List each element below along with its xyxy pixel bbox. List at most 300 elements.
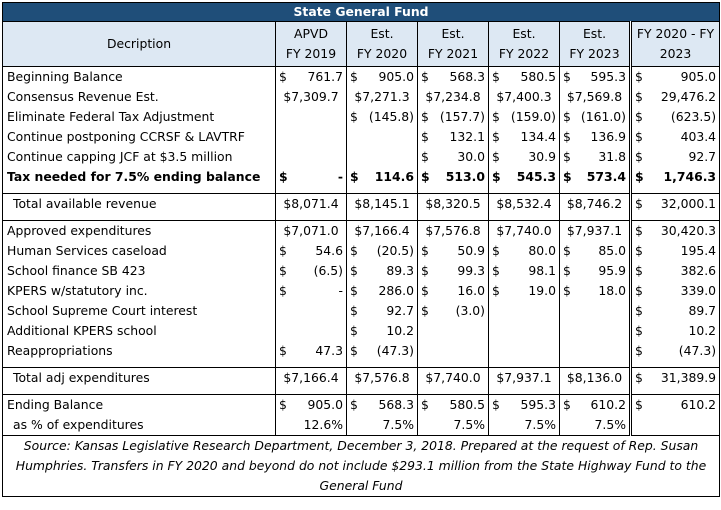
row-label: Approved expenditures: [3, 221, 276, 242]
currency-symbol: $: [635, 343, 643, 358]
table-cell: [489, 107, 560, 127]
table-row: [3, 241, 720, 261]
table-cell: [489, 221, 560, 242]
column-header-line2: FY 2023: [569, 46, 620, 61]
currency-symbol: $: [635, 397, 643, 412]
table-row: [3, 368, 720, 389]
table-row: [3, 147, 720, 167]
table-row: [3, 395, 720, 416]
table-row: [3, 321, 720, 341]
table-cell: [631, 341, 720, 361]
table-cell: [276, 127, 347, 147]
cell-value: 545.3: [516, 169, 556, 184]
table-row: [3, 281, 720, 301]
column-header-line1: FY 2020 - FY: [636, 26, 715, 41]
currency-symbol: $: [635, 263, 643, 278]
currency-symbol: $: [279, 169, 288, 184]
table-cell: [347, 395, 418, 416]
table-cell: [489, 87, 560, 107]
currency-symbol: $: [279, 343, 287, 358]
row-label: Tax needed for 7.5% ending balance: [3, 167, 276, 187]
cell-value: 573.4: [586, 169, 626, 184]
table-cell: [631, 321, 720, 341]
column-header-2: [347, 22, 418, 67]
table-cell: [418, 127, 489, 147]
table-cell: [418, 194, 489, 215]
cell-value: (6.5): [313, 263, 343, 278]
table-cell: [276, 107, 347, 127]
table-row: [3, 341, 720, 361]
cell-value: 89.7: [688, 303, 717, 318]
cell-value: $8,320.5: [425, 196, 481, 211]
cell-value: 132.1: [449, 129, 485, 144]
cell-value: $8,746.2: [566, 196, 623, 211]
table-cell: [347, 281, 418, 301]
cell-value: 16.0: [457, 283, 485, 298]
cell-value: $8,145.1: [354, 196, 410, 211]
cell-value: 7.5%: [524, 417, 556, 432]
currency-symbol: $: [563, 129, 571, 144]
table-cell: [276, 321, 347, 341]
cell-value: 580.5: [449, 397, 485, 412]
table-cell: [489, 67, 560, 88]
currency-symbol: $: [563, 283, 571, 298]
currency-symbol: $: [350, 283, 358, 298]
table-cell: [489, 194, 560, 215]
table-cell: [560, 194, 631, 215]
table-cell: [631, 147, 720, 167]
currency-symbol: $: [421, 243, 429, 258]
currency-symbol: $: [563, 69, 571, 84]
currency-symbol: $: [492, 129, 500, 144]
state-general-fund-table-wrapper: [2, 2, 719, 497]
table-cell: [489, 395, 560, 416]
row-label: Human Services caseload: [3, 241, 276, 261]
table-cell: [347, 368, 418, 389]
currency-symbol: $: [421, 303, 429, 318]
cell-value: $7,740.0: [425, 370, 481, 385]
cell-value: (145.8): [368, 109, 414, 124]
cell-value: (623.5): [670, 109, 717, 124]
currency-symbol: $: [350, 263, 358, 278]
table-cell: [631, 67, 720, 88]
currency-symbol: $: [492, 263, 500, 278]
table-cell: [276, 261, 347, 281]
table-cell: [560, 241, 631, 261]
table-row: [3, 301, 720, 321]
currency-symbol: $: [492, 397, 500, 412]
cell-value: 382.6: [680, 263, 717, 278]
table-cell: [276, 147, 347, 167]
currency-symbol: $: [635, 303, 643, 318]
currency-symbol: $: [279, 397, 287, 412]
currency-symbol: $: [635, 323, 643, 338]
cell-value: $8,071.4: [283, 196, 339, 211]
cell-value: 136.9: [590, 129, 626, 144]
currency-symbol: $: [635, 196, 643, 211]
currency-symbol: $: [350, 343, 358, 358]
cell-value: 580.5: [520, 69, 556, 84]
cell-value: 114.6: [374, 169, 414, 184]
table-cell: [276, 194, 347, 215]
cell-value: $7,271.3: [354, 89, 410, 104]
table-cell: [560, 67, 631, 88]
currency-symbol: $: [421, 283, 429, 298]
table-cell: [631, 301, 720, 321]
cell-value: 7.5%: [382, 417, 414, 432]
column-header-line1: Est.: [441, 26, 465, 41]
cell-value: 610.2: [680, 397, 717, 412]
cell-value: 905.0: [307, 397, 343, 412]
currency-symbol: $: [635, 283, 643, 298]
table-cell: [560, 127, 631, 147]
table-row: [3, 67, 720, 88]
currency-symbol: $: [635, 243, 643, 258]
currency-symbol: $: [279, 69, 287, 84]
cell-value: (159.0): [510, 109, 556, 124]
currency-symbol: $: [492, 283, 500, 298]
cell-value: $7,309.7: [283, 89, 339, 104]
cell-value: 195.4: [680, 243, 717, 258]
cell-value: 1,746.3: [663, 169, 717, 184]
cell-value: $7,071.0: [283, 223, 339, 238]
cell-value: $8,532.4: [496, 196, 552, 211]
table-cell: [418, 368, 489, 389]
currency-symbol: $: [563, 149, 571, 164]
cell-value: $7,569.8: [566, 89, 623, 104]
cell-value: $7,166.4: [283, 370, 339, 385]
column-header-1: [276, 22, 347, 67]
table-cell: [276, 368, 347, 389]
row-label: School Supreme Court interest: [3, 301, 276, 321]
cell-value: 134.4: [520, 129, 556, 144]
currency-symbol: $: [563, 109, 571, 124]
currency-symbol: $: [350, 109, 358, 124]
table-cell: [631, 368, 720, 389]
cell-value: 85.0: [598, 243, 626, 258]
table-cell: [489, 167, 560, 187]
table-cell: [489, 301, 560, 321]
cell-value: 12.6%: [303, 417, 343, 432]
table-cell: [489, 281, 560, 301]
currency-symbol: $: [350, 243, 358, 258]
cell-value: -: [338, 283, 343, 298]
row-label: Continue postponing CCRSF & LAVTRF: [3, 127, 276, 147]
currency-symbol: $: [563, 243, 571, 258]
currency-symbol: $: [635, 109, 643, 124]
cell-value: 47.3: [315, 343, 343, 358]
table-cell: [276, 241, 347, 261]
table-cell: [347, 167, 418, 187]
table-cell: [347, 194, 418, 215]
table-cell: [418, 147, 489, 167]
table-cell: [347, 87, 418, 107]
row-label: Beginning Balance: [3, 67, 276, 88]
cell-value: 30.9: [528, 149, 556, 164]
cell-value: $7,937.1: [566, 223, 623, 238]
table-cell: [347, 67, 418, 88]
table-cell: [418, 87, 489, 107]
table-cell: [631, 415, 720, 436]
cell-value: 568.3: [449, 69, 485, 84]
cell-value: -: [337, 169, 343, 184]
table-cell: [418, 301, 489, 321]
table-row: [3, 127, 720, 147]
cell-value: 403.4: [680, 129, 717, 144]
row-label: as % of expenditures: [3, 415, 276, 436]
column-header-line2: FY 2020: [356, 46, 408, 61]
table-cell: [418, 241, 489, 261]
table-cell: [489, 415, 560, 436]
table-cell: [560, 368, 631, 389]
table-cell: [631, 167, 720, 187]
table-cell: [418, 395, 489, 416]
table-cell: [631, 281, 720, 301]
cell-value: 19.0: [528, 283, 556, 298]
table-cell: [276, 221, 347, 242]
table-cell: [631, 107, 720, 127]
table-cell: [418, 221, 489, 242]
table-row: [3, 261, 720, 281]
table-cell: [347, 261, 418, 281]
table-row: [3, 87, 720, 107]
table-cell: [631, 194, 720, 215]
table-cell: [489, 241, 560, 261]
cell-value: 50.9: [457, 243, 485, 258]
cell-value: 31,389.9: [660, 370, 717, 385]
currency-symbol: $: [635, 89, 643, 104]
currency-symbol: $: [492, 149, 500, 164]
cell-value: (47.3): [678, 343, 717, 358]
table-cell: [560, 167, 631, 187]
cell-value: 610.2: [590, 397, 626, 412]
table-cell: [489, 127, 560, 147]
cell-value: $7,740.0: [496, 223, 552, 238]
table-cell: [276, 67, 347, 88]
table-row: [3, 194, 720, 215]
table-cell: [347, 147, 418, 167]
table-cell: [418, 281, 489, 301]
table-row: [3, 107, 720, 127]
table-cell: [418, 167, 489, 187]
table-cell: [560, 341, 631, 361]
table-cell: [276, 395, 347, 416]
cell-value: 339.0: [680, 283, 717, 298]
row-label: Total available revenue: [3, 194, 276, 215]
table-cell: [631, 241, 720, 261]
cell-value: $7,234.8: [425, 89, 481, 104]
currency-symbol: $: [635, 129, 643, 144]
currency-symbol: $: [421, 169, 430, 184]
table-cell: [347, 127, 418, 147]
column-header-line1: Est.: [582, 26, 607, 41]
table-cell: [347, 415, 418, 436]
cell-value: (47.3): [376, 343, 414, 358]
table-cell: [489, 261, 560, 281]
table-cell: [347, 341, 418, 361]
cell-value: (3.0): [455, 303, 485, 318]
currency-symbol: $: [350, 323, 358, 338]
table-cell: [560, 107, 631, 127]
cell-value: 92.7: [386, 303, 414, 318]
table-cell: [489, 368, 560, 389]
currency-symbol: $: [492, 243, 500, 258]
table-cell: [347, 241, 418, 261]
currency-symbol: $: [563, 169, 572, 184]
cell-value: 89.3: [386, 263, 414, 278]
row-label: KPERS w/statutory inc.: [3, 281, 276, 301]
currency-symbol: $: [279, 243, 287, 258]
cell-value: $7,576.8: [354, 370, 410, 385]
table-row: [3, 221, 720, 242]
currency-symbol: $: [492, 169, 501, 184]
table-cell: [631, 221, 720, 242]
table-cell: [631, 395, 720, 416]
cell-value: 18.0: [598, 283, 626, 298]
cell-value: $7,576.8: [425, 223, 481, 238]
cell-value: 30,420.3: [660, 223, 717, 238]
table-cell: [489, 147, 560, 167]
row-label: School finance SB 423: [3, 261, 276, 281]
column-header-line2: FY 2019: [285, 46, 337, 61]
cell-value: 286.0: [378, 283, 414, 298]
cell-value: 513.0: [445, 169, 485, 184]
table-row: [3, 167, 720, 187]
currency-symbol: $: [279, 263, 287, 278]
currency-symbol: $: [421, 263, 429, 278]
cell-value: 80.0: [528, 243, 556, 258]
cell-value: 7.5%: [453, 417, 485, 432]
cell-value: 92.7: [688, 149, 717, 164]
cell-value: 905.0: [680, 69, 717, 84]
table-cell: [276, 87, 347, 107]
currency-symbol: $: [279, 283, 287, 298]
currency-symbol: $: [563, 397, 571, 412]
table-cell: [418, 415, 489, 436]
table-cell: [560, 415, 631, 436]
table-cell: [347, 321, 418, 341]
column-header-3: [418, 22, 489, 67]
cell-value: 10.2: [688, 323, 717, 338]
column-header-line1: Est.: [370, 26, 394, 41]
cell-value: 32,000.1: [660, 196, 717, 211]
table-cell: [276, 341, 347, 361]
currency-symbol: $: [350, 169, 359, 184]
table-cell: [631, 127, 720, 147]
column-header-5: [560, 22, 631, 67]
currency-symbol: $: [635, 149, 643, 164]
currency-symbol: $: [635, 370, 643, 385]
currency-symbol: $: [635, 69, 643, 84]
column-header-line2: 2023: [659, 46, 692, 61]
row-label: Eliminate Federal Tax Adjustment: [3, 107, 276, 127]
cell-value: 54.6: [315, 243, 343, 258]
table-cell: [560, 301, 631, 321]
cell-value: 761.7: [307, 69, 343, 84]
table-cell: [489, 341, 560, 361]
column-header-line2: FY 2021: [427, 46, 479, 61]
cell-value: $7,400.3: [496, 89, 552, 104]
description-column-header: Decription: [3, 22, 276, 67]
row-label: Ending Balance: [3, 395, 276, 416]
row-label: Consensus Revenue Est.: [3, 87, 276, 107]
cell-value: 29,476.2: [660, 89, 717, 104]
currency-symbol: $: [421, 149, 429, 164]
table-cell: [347, 301, 418, 321]
cell-value: 95.9: [598, 263, 626, 278]
cell-value: 10.2: [386, 323, 414, 338]
cell-value: 30.0: [457, 149, 485, 164]
table-cell: [276, 281, 347, 301]
table-title: State General Fund: [3, 3, 720, 22]
table-cell: [560, 87, 631, 107]
currency-symbol: $: [635, 169, 644, 184]
currency-symbol: $: [492, 109, 500, 124]
cell-value: (161.0): [580, 109, 626, 124]
currency-symbol: $: [635, 223, 643, 238]
cell-value: $7,937.1: [496, 370, 552, 385]
cell-value: 31.8: [598, 149, 626, 164]
state-general-fund-table: [2, 2, 720, 497]
table-cell: [560, 321, 631, 341]
cell-value: $7,166.4: [354, 223, 410, 238]
currency-symbol: $: [421, 69, 429, 84]
currency-symbol: $: [350, 303, 358, 318]
column-header-4: [489, 22, 560, 67]
table-cell: [560, 221, 631, 242]
table-cell: [560, 281, 631, 301]
currency-symbol: $: [350, 397, 358, 412]
table-cell: [418, 261, 489, 281]
column-header-line1: APVD: [294, 26, 328, 41]
row-label: Additional KPERS school: [3, 321, 276, 341]
column-header-line2: FY 2022: [498, 46, 550, 61]
cell-value: (20.5): [376, 243, 414, 258]
table-cell: [276, 301, 347, 321]
cell-value: 99.3: [457, 263, 485, 278]
column-header-6: [631, 22, 720, 67]
table-cell: [276, 415, 347, 436]
table-cell: [560, 395, 631, 416]
table-cell: [418, 67, 489, 88]
currency-symbol: $: [421, 109, 429, 124]
table-cell: [631, 87, 720, 107]
table-cell: [347, 107, 418, 127]
source-note: Source: Kansas Legislative Research Department, December 3, 2018. Prepared at the request of Rep. Susan Humphries. Transfers in FY 2020 and beyond do not include $293.1 million from the State Highway Fund to the General Fund: [3, 436, 720, 497]
cell-value: (157.7): [439, 109, 485, 124]
row-label: Reappropriations: [3, 341, 276, 361]
row-label: Total adj expenditures: [3, 368, 276, 389]
currency-symbol: $: [421, 397, 429, 412]
cell-value: 568.3: [378, 397, 414, 412]
currency-symbol: $: [350, 69, 358, 84]
table-cell: [418, 341, 489, 361]
table-cell: [560, 261, 631, 281]
currency-symbol: $: [563, 263, 571, 278]
table-cell: [347, 221, 418, 242]
column-header-line1: Est.: [512, 26, 536, 41]
cell-value: 595.3: [520, 397, 556, 412]
currency-symbol: $: [421, 129, 429, 144]
row-label: Continue capping JCF at $3.5 million: [3, 147, 276, 167]
table-cell: [418, 107, 489, 127]
cell-value: 7.5%: [594, 417, 626, 432]
table-cell: [276, 167, 347, 187]
currency-symbol: $: [492, 69, 500, 84]
cell-value: 98.1: [528, 263, 556, 278]
table-cell: [418, 321, 489, 341]
cell-value: $8,136.0: [566, 370, 623, 385]
